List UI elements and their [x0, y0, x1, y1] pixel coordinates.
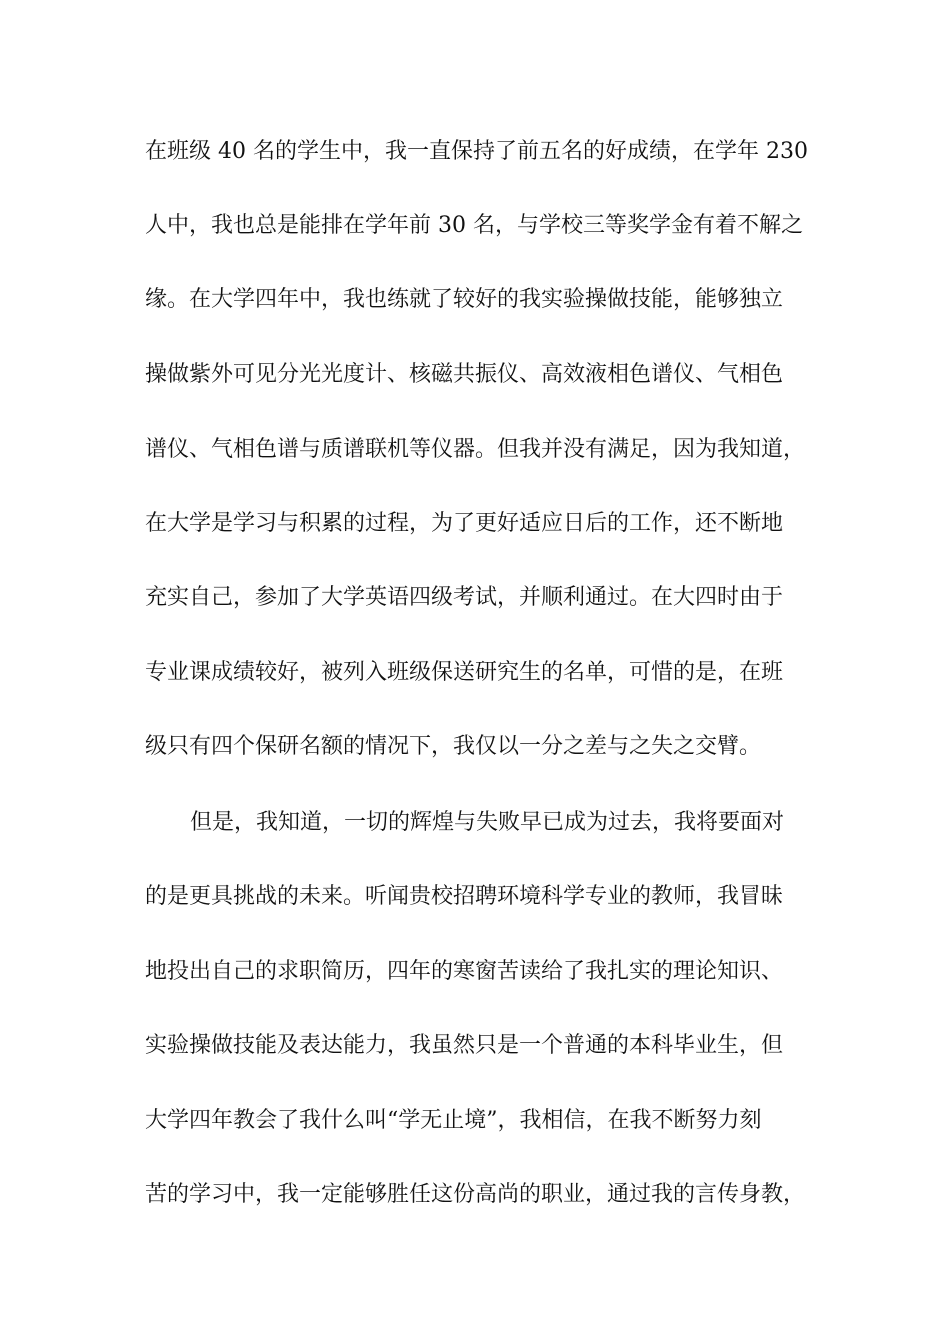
- text-line: 实验操做技能及表达能力，我虽然只是一个普通的本科毕业生，但: [145, 1033, 784, 1058]
- text-line: 专业课成绩较好，被列入班级保送研究生的名单，可惜的是，在班: [145, 660, 784, 685]
- text-line: 的是更具挑战的未来。听闻贵校招聘环境科学专业的教师，我冒昧: [145, 884, 784, 909]
- text-line: 充实自己，参加了大学英语四级考试，并顺利通过。在大四时由于: [145, 585, 784, 610]
- text-line: 操做紫外可见分光光度计、核磁共振仪、高效液相色谱仪、气相色: [145, 362, 784, 387]
- text-line: 缘。在大学四年中，我也练就了较好的我实验操做技能，能够独立: [145, 287, 784, 312]
- text-line: 在班级 40 名的学生中，我一直保持了前五名的好成绩，在学年 230: [145, 139, 808, 164]
- text-line: 大学四年教会了我什么叫“学无止境”，我相信，在我不断努力刻: [145, 1108, 762, 1133]
- text-line: 人中，我也总是能排在学年前 30 名，与学校三等奖学金有着不解之: [145, 213, 803, 238]
- paragraph-first-line: 但是，我知道，一切的辉煌与失败早已成为过去，我将要面对: [190, 810, 785, 835]
- text-line: 地投出自己的求职简历，四年的寒窗苦读给了我扎实的理论知识、: [145, 959, 784, 984]
- text-line: 苦的学习中，我一定能够胜任这份高尚的职业，通过我的言传身教，: [145, 1182, 806, 1207]
- text-line: 在大学是学习与积累的过程，为了更好适应日后的工作，还不断地: [145, 511, 784, 536]
- text-line: 谱仪、气相色谱与质谱联机等仪器。但我并没有满足，因为我知道，: [145, 437, 806, 462]
- text-line: 级只有四个保研名额的情况下，我仅以一分之差与之失之交臂。: [145, 734, 762, 759]
